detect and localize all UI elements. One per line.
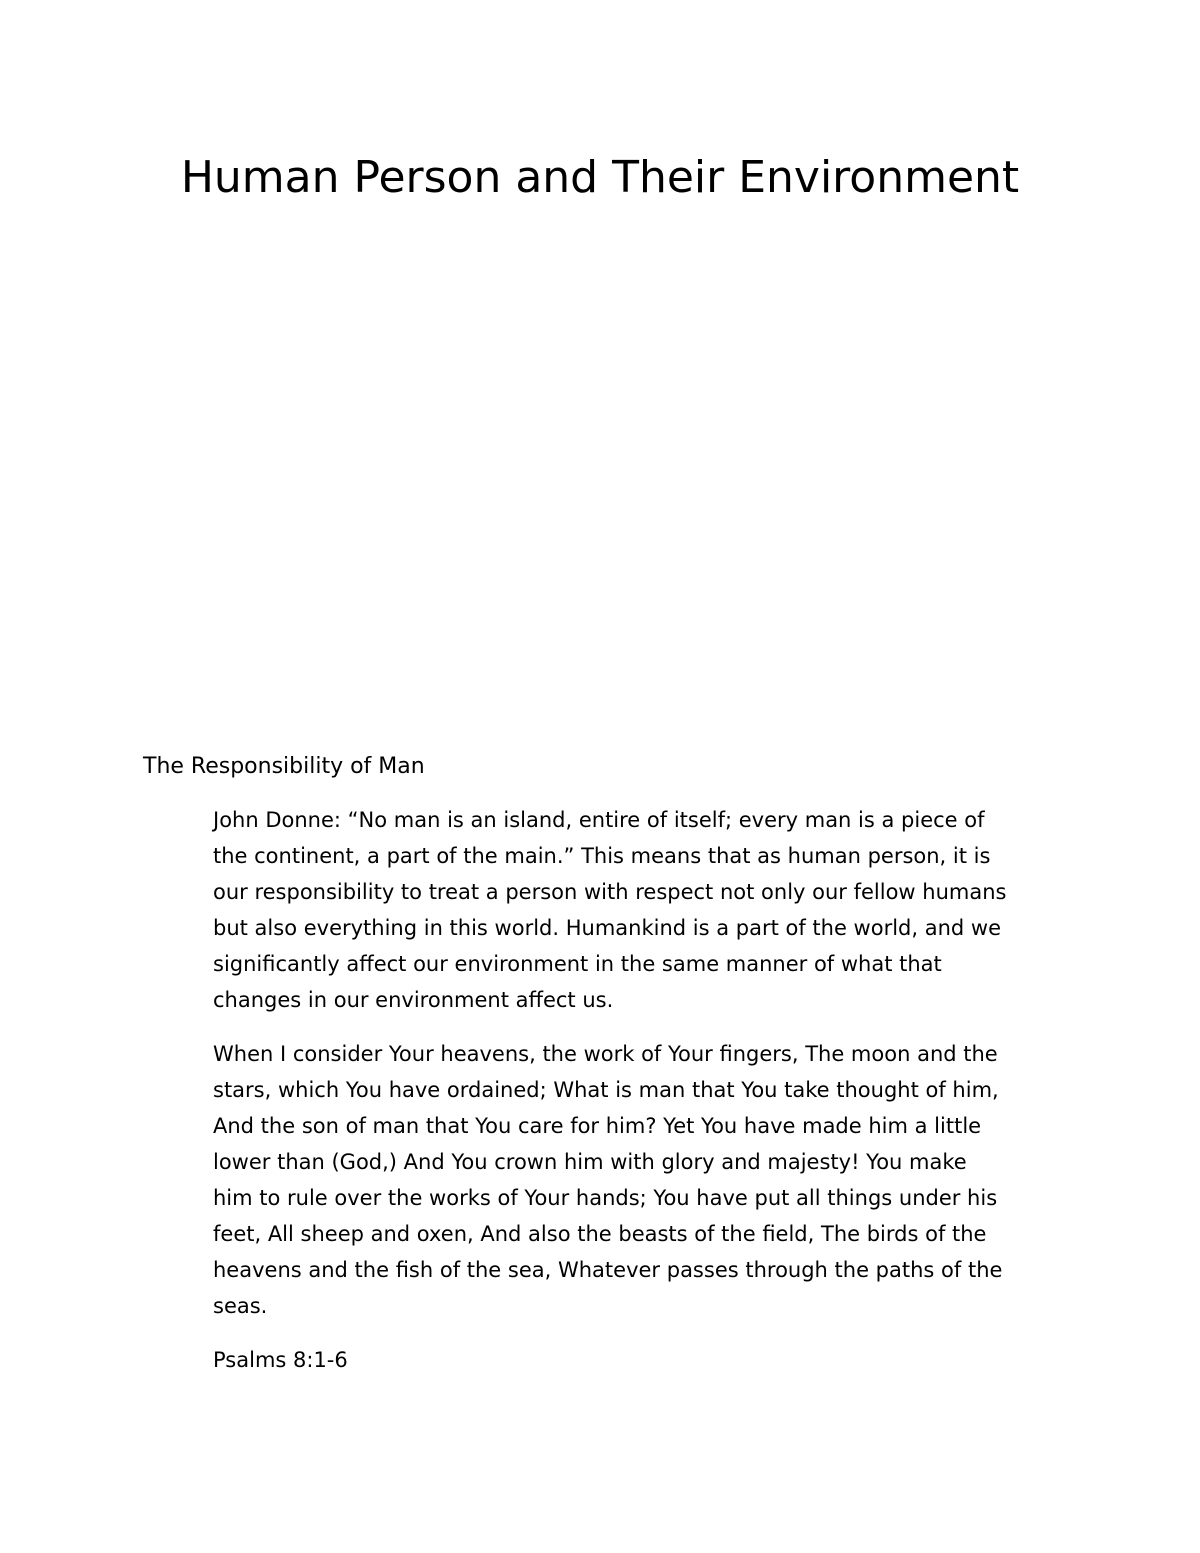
- paragraph-line: him to rule over the works of Your hands; You have put all things under his: [213, 1186, 998, 1210]
- paragraph-line: seas.: [213, 1294, 268, 1318]
- paragraph-line: feet, All sheep and oxen, And also the beasts of the field, The birds of the: [213, 1222, 987, 1246]
- citation: Psalms 8:1-6: [213, 1348, 348, 1372]
- document-title: Human Person and Their Environment: [180, 152, 1020, 203]
- paragraph-line: stars, which You have ordained; What is man that You take thought of him,: [213, 1078, 999, 1102]
- paragraph-line: significantly affect our environment in the same manner of what that: [213, 952, 942, 976]
- paragraph-john-donne: [213, 802, 1073, 1018]
- paragraph-line: And the son of man that You care for him? Yet You have made him a little: [213, 1114, 982, 1138]
- paragraph-line: When I consider Your heavens, the work of Your fingers, The moon and the: [213, 1042, 998, 1066]
- paragraph-line: heavens and the fish of the sea, Whatever passes through the paths of the: [213, 1258, 1003, 1282]
- paragraph-psalm-quote: [213, 1036, 1073, 1324]
- paragraph-line: the continent, a part of the main.” This means that as human person, it is: [213, 844, 991, 868]
- paragraph-line: John Donne: “No man is an island, entire of itself; every man is a piece of: [213, 808, 985, 832]
- paragraph-line: changes in our environment affect us.: [213, 988, 614, 1012]
- paragraph-line: our responsibility to treat a person with respect not only our fellow humans: [213, 880, 1007, 904]
- section-heading: The Responsibility of Man: [143, 754, 425, 779]
- paragraph-line: but also everything in this world. Humankind is a part of the world, and we: [213, 916, 1002, 940]
- body-block: [213, 802, 1073, 1378]
- paragraph-line: lower than (God,) And You crown him with glory and majesty! You make: [213, 1150, 967, 1174]
